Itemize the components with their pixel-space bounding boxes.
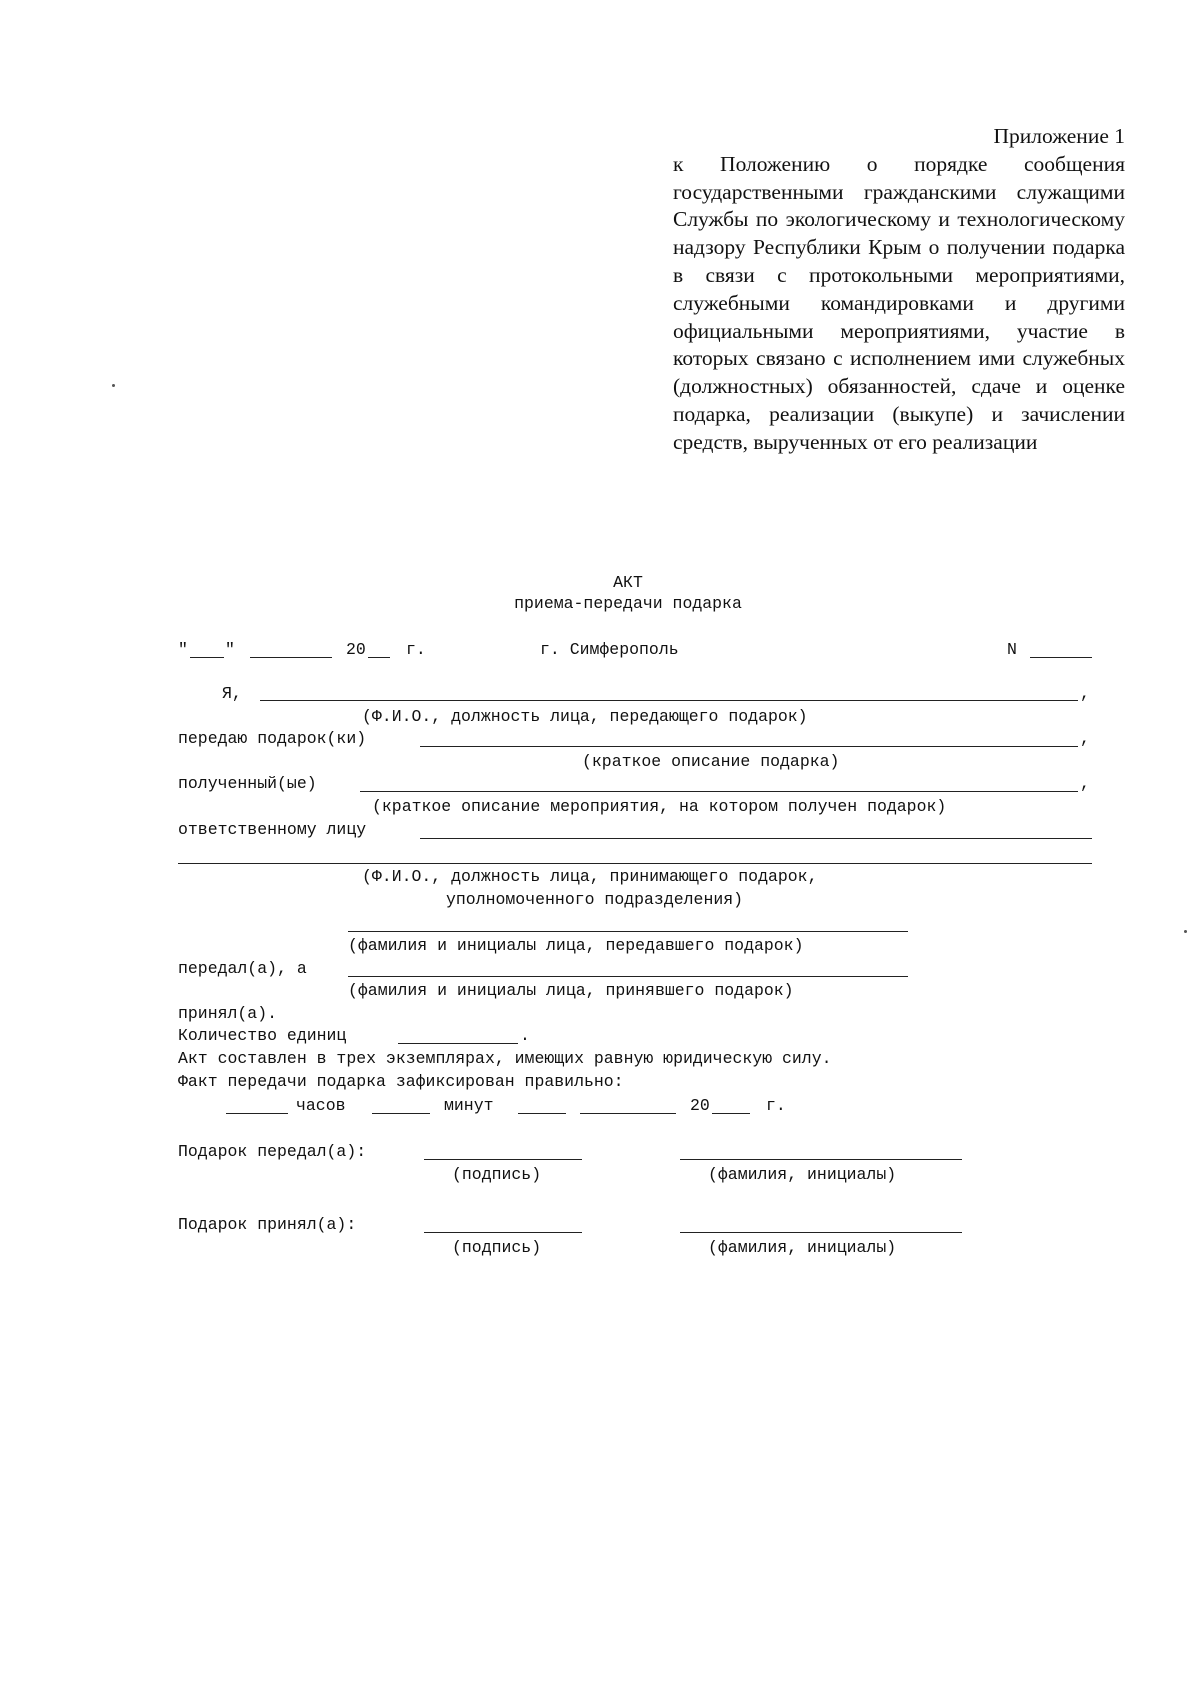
year-suffix: г. bbox=[406, 640, 426, 659]
fact-text: Факт передачи подарка зафиксирован правильно: bbox=[178, 1072, 624, 1091]
act-title: АКТ bbox=[613, 573, 643, 592]
date-quote-open: " bbox=[178, 640, 188, 659]
time-year-suffix: г. bbox=[766, 1096, 786, 1115]
minutes-field[interactable] bbox=[372, 1113, 430, 1114]
giver-hint: (Ф.И.О., должность лица, передающего подарок) bbox=[362, 707, 808, 726]
appendix-heading: Приложение 1 bbox=[993, 124, 1125, 148]
event-hint: (краткое описание мероприятия, на котором получен подарок) bbox=[372, 797, 947, 816]
time-year-prefix: 20 bbox=[690, 1096, 710, 1115]
month-field[interactable] bbox=[250, 657, 332, 658]
day-field[interactable] bbox=[190, 657, 224, 658]
giver-name-hint: (фамилия и инициалы лица, передавшего подарок) bbox=[348, 936, 804, 955]
copies-text: Акт составлен в трех экземплярах, имеющих равную юридическую силу. bbox=[178, 1049, 832, 1068]
transfer-label: передаю подарок(ки) bbox=[178, 729, 367, 748]
receiver-hint-line-1: (Ф.И.О., должность лица, принимающего подарок, bbox=[362, 867, 818, 886]
gift-accepted-label: Подарок принял(а): bbox=[178, 1215, 357, 1234]
scan-speck bbox=[112, 384, 115, 387]
appendix-block bbox=[673, 123, 1125, 457]
quantity-label: Количество единиц bbox=[178, 1026, 347, 1045]
date-quote-close: " bbox=[225, 640, 235, 659]
gift-given-label: Подарок передал(а): bbox=[178, 1142, 367, 1161]
giver-surname-field[interactable] bbox=[680, 1159, 962, 1160]
transferred-label: передал(а), а bbox=[178, 959, 307, 978]
taker-name-hint: (фамилия и инициалы лица, принявшего подарок) bbox=[348, 981, 794, 1000]
period: . bbox=[520, 1026, 530, 1045]
receiver-hint-line-2: уполномоченного подразделения) bbox=[446, 890, 744, 909]
comma: , bbox=[1080, 684, 1090, 703]
time-month-field[interactable] bbox=[580, 1113, 676, 1114]
year-prefix: 20 bbox=[346, 640, 366, 659]
giver-signature-hint: (подпись) bbox=[452, 1165, 542, 1184]
responsible-label: ответственному лицу bbox=[178, 820, 367, 839]
hours-field[interactable] bbox=[226, 1113, 288, 1114]
year-field[interactable] bbox=[368, 657, 390, 658]
taker-signature-field[interactable] bbox=[424, 1232, 582, 1233]
number-label: N bbox=[1007, 640, 1017, 659]
accepted-label: принял(а). bbox=[178, 1004, 278, 1023]
taker-surname-hint: (фамилия, инициалы) bbox=[708, 1238, 897, 1257]
hours-label: часов bbox=[296, 1096, 346, 1115]
giver-name-field[interactable] bbox=[348, 931, 908, 932]
event-field[interactable] bbox=[360, 791, 1078, 792]
gift-field[interactable] bbox=[420, 746, 1078, 747]
act-subtitle: приема-передачи подарка bbox=[514, 594, 742, 613]
city: г. Симферополь bbox=[540, 640, 679, 659]
giver-prefix: Я, bbox=[222, 684, 242, 703]
comma: , bbox=[1080, 774, 1090, 793]
taker-surname-field[interactable] bbox=[680, 1232, 962, 1233]
taker-name-field[interactable] bbox=[348, 976, 908, 977]
time-year-field[interactable] bbox=[712, 1113, 750, 1114]
scan-speck bbox=[1184, 930, 1187, 933]
number-field[interactable] bbox=[1030, 657, 1092, 658]
responsible-field-continued[interactable] bbox=[178, 863, 1092, 864]
giver-signature-field[interactable] bbox=[424, 1159, 582, 1160]
giver-surname-hint: (фамилия, инициалы) bbox=[708, 1165, 897, 1184]
appendix-text: к Положению о порядке сообщения государственными гражданскими служащими Службы по экологическому и технологическому надзору Республики Крым о получении подарка в связи с протокольными мероприятиями, служебными командировками и другими официальными мероприятиями, участие в которых связано с исполнением ими служебных (должностных) обязанностей, сдаче и оценке подарка, реализации (выкупе) и зачислении средств, вырученных от его реализации bbox=[673, 151, 1125, 454]
giver-field[interactable] bbox=[260, 700, 1078, 701]
taker-signature-hint: (подпись) bbox=[452, 1238, 542, 1257]
minutes-label: минут bbox=[444, 1096, 494, 1115]
time-day-field[interactable] bbox=[518, 1113, 566, 1114]
quantity-field[interactable] bbox=[398, 1043, 518, 1044]
gift-hint: (краткое описание подарка) bbox=[582, 752, 840, 771]
received-label: полученный(ые) bbox=[178, 774, 317, 793]
comma: , bbox=[1080, 729, 1090, 748]
responsible-field[interactable] bbox=[420, 838, 1092, 839]
